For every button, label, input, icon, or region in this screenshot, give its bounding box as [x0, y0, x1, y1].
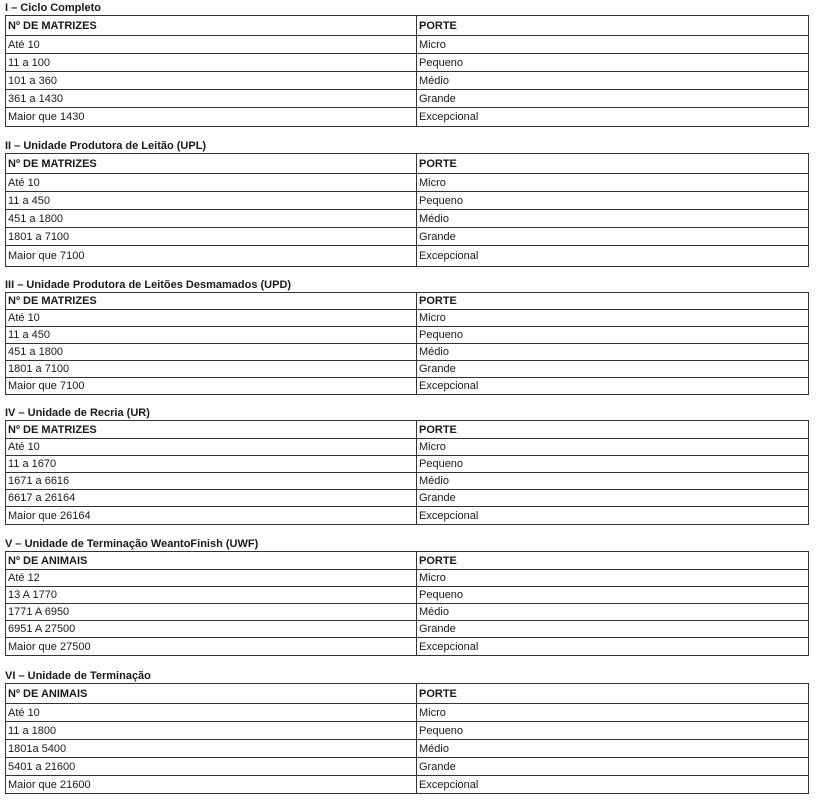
- table-row: [6, 90, 809, 108]
- table-header-row: [6, 421, 809, 439]
- range-cell: Maior que 26164: [6, 507, 417, 525]
- range-cell: 1801 a 7100: [6, 228, 417, 246]
- porte-cell: Micro: [417, 704, 809, 722]
- column-header-quantity: Nº DE MATRIZES: [6, 16, 417, 36]
- column-header-porte: PORTE: [417, 16, 809, 36]
- range-cell: 11 a 450: [6, 192, 417, 210]
- porte-cell: Pequeno: [417, 456, 809, 473]
- range-cell: Até 10: [6, 704, 417, 722]
- range-cell: 5401 a 21600: [6, 758, 417, 776]
- table-header-row: [6, 154, 809, 174]
- porte-cell: Micro: [417, 570, 809, 587]
- porte-cell: Pequeno: [417, 327, 809, 344]
- porte-cell: Excepcional: [417, 507, 809, 525]
- porte-cell: Excepcional: [417, 246, 809, 267]
- range-cell: 11 a 100: [6, 54, 417, 72]
- porte-cell: Pequeno: [417, 722, 809, 740]
- porte-table: [5, 15, 809, 127]
- column-header-porte: PORTE: [417, 684, 809, 704]
- table-row: [6, 587, 809, 604]
- section-title: III – Unidade Produtora de Leitões Desmamados (UPD): [5, 279, 292, 291]
- table-row: [6, 473, 809, 490]
- porte-cell: Pequeno: [417, 587, 809, 604]
- table-row: [6, 604, 809, 621]
- table-row: [6, 246, 809, 267]
- table-row: [6, 72, 809, 90]
- table-header-row: [6, 16, 809, 36]
- range-cell: 451 a 1800: [6, 210, 417, 228]
- porte-cell: Micro: [417, 174, 809, 192]
- table-row: [6, 174, 809, 192]
- table-row: [6, 704, 809, 722]
- porte-cell: Micro: [417, 310, 809, 327]
- table-row: [6, 621, 809, 638]
- table-row: [6, 54, 809, 72]
- range-cell: 101 a 360: [6, 72, 417, 90]
- section-title: II – Unidade Produtora de Leitão (UPL): [5, 140, 207, 152]
- table-row: [6, 378, 809, 395]
- porte-cell: Micro: [417, 439, 809, 456]
- range-cell: Até 10: [6, 310, 417, 327]
- table-row: [6, 310, 809, 327]
- table-row: [6, 36, 809, 54]
- table-row: [6, 108, 809, 127]
- section-title: VI – Unidade de Terminação: [5, 670, 151, 682]
- table-row: [6, 192, 809, 210]
- column-header-quantity: Nº DE ANIMAIS: [6, 552, 417, 570]
- table-row: [6, 228, 809, 246]
- range-cell: 1801 a 7100: [6, 361, 417, 378]
- table-row: [6, 456, 809, 473]
- column-header-porte: PORTE: [417, 552, 809, 570]
- porte-cell: Grande: [417, 361, 809, 378]
- range-cell: 13 A 1770: [6, 587, 417, 604]
- range-cell: Maior que 21600: [6, 776, 417, 794]
- porte-cell: Excepcional: [417, 776, 809, 794]
- table-row: [6, 758, 809, 776]
- table-row: [6, 638, 809, 656]
- range-cell: 361 a 1430: [6, 90, 417, 108]
- range-cell: 11 a 1800: [6, 722, 417, 740]
- porte-cell: Médio: [417, 473, 809, 490]
- porte-cell: Pequeno: [417, 192, 809, 210]
- table-row: [6, 361, 809, 378]
- range-cell: 1771 A 6950: [6, 604, 417, 621]
- porte-cell: Médio: [417, 344, 809, 361]
- porte-cell: Excepcional: [417, 378, 809, 395]
- table-row: [6, 740, 809, 758]
- porte-table: [5, 153, 809, 267]
- table-row: [6, 722, 809, 740]
- range-cell: Maior que 27500: [6, 638, 417, 656]
- range-cell: Até 10: [6, 36, 417, 54]
- section-title: I – Ciclo Completo: [5, 2, 101, 14]
- table-header-row: [6, 552, 809, 570]
- range-cell: 11 a 1670: [6, 456, 417, 473]
- table-row: [6, 344, 809, 361]
- porte-cell: Grande: [417, 758, 809, 776]
- porte-cell: Médio: [417, 210, 809, 228]
- table-row: [6, 490, 809, 507]
- porte-cell: Pequeno: [417, 54, 809, 72]
- column-header-porte: PORTE: [417, 154, 809, 174]
- table-row: [6, 776, 809, 794]
- range-cell: Até 10: [6, 439, 417, 456]
- porte-cell: Grande: [417, 228, 809, 246]
- porte-cell: Excepcional: [417, 108, 809, 127]
- range-cell: 451 a 1800: [6, 344, 417, 361]
- porte-cell: Excepcional: [417, 638, 809, 656]
- porte-table: [5, 683, 809, 794]
- column-header-quantity: Nº DE MATRIZES: [6, 154, 417, 174]
- porte-cell: Grande: [417, 490, 809, 507]
- porte-table: [5, 420, 809, 525]
- range-cell: Até 12: [6, 570, 417, 587]
- column-header-porte: PORTE: [417, 293, 809, 310]
- table-row: [6, 210, 809, 228]
- range-cell: Maior que 7100: [6, 246, 417, 267]
- range-cell: 6951 A 27500: [6, 621, 417, 638]
- range-cell: Maior que 1430: [6, 108, 417, 127]
- table-header-row: [6, 293, 809, 310]
- porte-table: [5, 551, 809, 656]
- table-row: [6, 570, 809, 587]
- range-cell: 1801a 5400: [6, 740, 417, 758]
- range-cell: Até 10: [6, 174, 417, 192]
- column-header-quantity: Nº DE MATRIZES: [6, 421, 417, 439]
- range-cell: Maior que 7100: [6, 378, 417, 395]
- section-title: IV – Unidade de Recria (UR): [5, 407, 150, 419]
- table-row: [6, 439, 809, 456]
- porte-cell: Médio: [417, 604, 809, 621]
- range-cell: 1671 a 6616: [6, 473, 417, 490]
- table-row: [6, 507, 809, 525]
- porte-table: [5, 292, 809, 395]
- column-header-porte: PORTE: [417, 421, 809, 439]
- range-cell: 11 a 450: [6, 327, 417, 344]
- porte-cell: Micro: [417, 36, 809, 54]
- table-row: [6, 327, 809, 344]
- section-title: V – Unidade de Terminação WeantoFinish (UWF): [5, 538, 259, 550]
- porte-cell: Grande: [417, 621, 809, 638]
- table-header-row: [6, 684, 809, 704]
- range-cell: 6617 a 26164: [6, 490, 417, 507]
- porte-cell: Médio: [417, 740, 809, 758]
- porte-cell: Grande: [417, 90, 809, 108]
- porte-cell: Médio: [417, 72, 809, 90]
- column-header-quantity: Nº DE ANIMAIS: [6, 684, 417, 704]
- column-header-quantity: Nº DE MATRIZES: [6, 293, 417, 310]
